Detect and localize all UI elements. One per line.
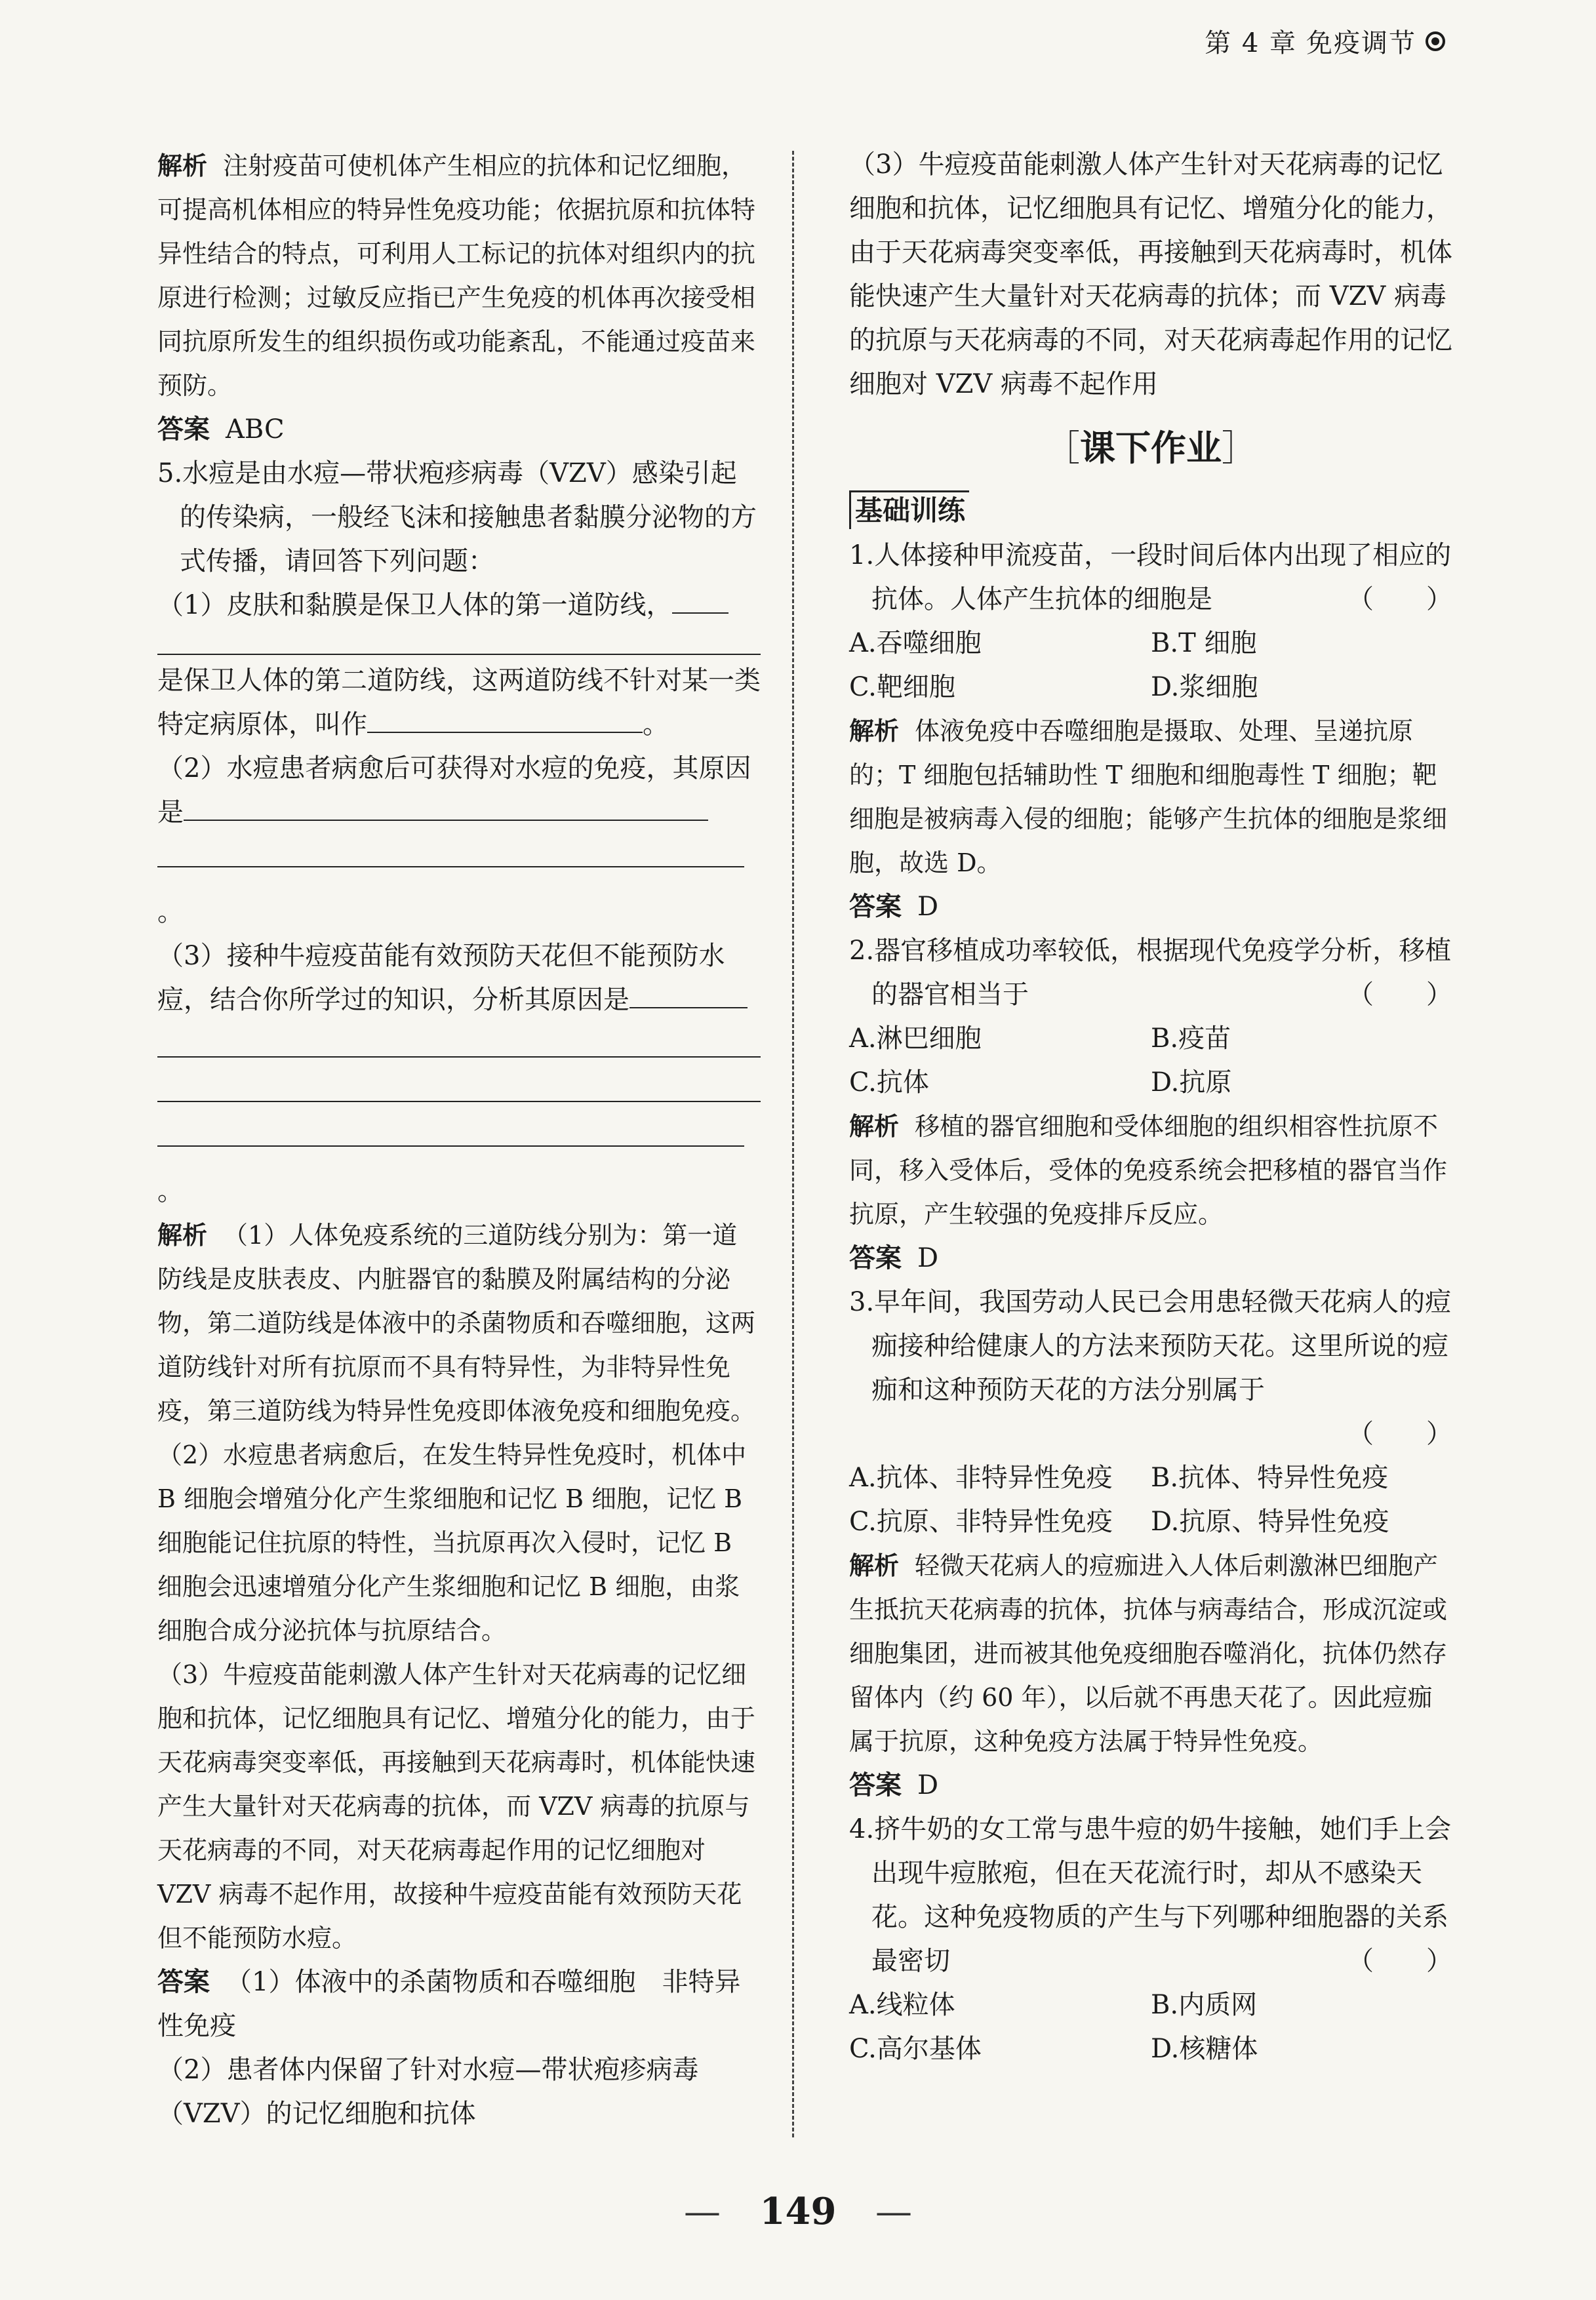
q4-explanation: 解析 注射疫苗可使机体产生相应的抗体和记忆细胞，可提高机体相应的特异性免疫功能；依据抗原和抗体特异性结合的特点，可利用人工标记的抗体对组织内的抗原进行检测；过敏反应指已产生免疫的机体再次接受相同抗原所发生的组织损伤或功能紊乱，不能通过疫苗来预防。 (157, 151, 756, 400)
bullet-icon (1426, 31, 1445, 51)
q4-stem: 4.挤牛奶的女工常与患牛痘的奶牛接触，她们手上会出现牛痘脓疱，但在天花流行时，却从不感染天花。这种免疫物质的产生与下列哪种细胞器的关系最密切 （ ） (849, 1814, 1452, 1976)
option[interactable]: C.抗体 (849, 1067, 929, 1098)
q5-explanation-3: （3）牛痘疫苗能刺激人体产生针对天花病毒的记忆细胞和抗体，记忆细胞具有记忆、增殖分化的能力，由于天花病毒突变率低，再接触到天花病毒时，机体能快速产生大量针对天花病毒的抗体，而 VZV 病毒的抗原与天花病毒的不同，对天花病毒起作用的记忆细胞对 VZV 病毒不起作用，故接种牛痘疫苗能有效预防天花但不能预防水痘。 (157, 1660, 756, 1953)
q5-part1-line2: 是保卫人体的第二道防线，这两道防线不针对某一类特定病原体，叫作 。 (157, 665, 761, 740)
q5-explanation-2: （2）水痘患者病愈后，在发生特异性免疫时，机体中 B 细胞会增殖分化产生浆细胞和记忆 B 细胞，记忆 B 细胞能记住抗原的特性，当抗原再次入侵时，记忆 B 细胞会迅速增殖分化产生浆细胞和记忆 B 细胞，由浆细胞合成分泌抗体与抗原结合。 (157, 1440, 747, 1645)
q2-stem: 2.器官移植成功率较低，根据现代免疫学分析，移植的器官相当于 （ ） (849, 936, 1452, 1010)
answer-line[interactable] (157, 835, 744, 867)
q2-options (849, 1017, 1452, 1105)
option[interactable]: B.T 细胞 (1151, 628, 1257, 658)
q3-paren: （ ） (1347, 1419, 1452, 1449)
option[interactable]: A.抗体、非特异性免疫 (849, 1463, 1113, 1493)
answer-line[interactable] (157, 1022, 761, 1058)
option[interactable]: D.抗原 (1151, 1067, 1232, 1098)
option[interactable]: C.抗原、非特异性免疫 (849, 1507, 1113, 1537)
right-column (849, 143, 1452, 2071)
answer-line[interactable] (157, 1111, 744, 1147)
q5-answer-2: （2）患者体内保留了针对水痘—带状疱疹病毒（VZV）的记忆细胞和抗体 (157, 2055, 699, 2129)
page-footer (0, 2190, 1596, 2233)
q5-part2: （2）水痘患者病愈后可获得对水痘的免疫，其原因是 (157, 753, 751, 827)
page-header (1205, 22, 1445, 60)
answer-line[interactable] (157, 627, 761, 655)
blank-field[interactable] (184, 793, 708, 821)
q4-answer: 答案 ABC (157, 414, 285, 445)
q3-answer: 答案 D (849, 1770, 939, 1800)
q5-stem: 5.水痘是由水痘—带状疱疹病毒（VZV）感染引起的传染病，一般经飞沫和接触患者黏膜分泌物的方式传播，请回答下列问题： (157, 458, 757, 576)
blank-field[interactable] (672, 586, 728, 614)
q5-answer-3: （3）牛痘疫苗能刺激人体产生针对天花病毒的记忆细胞和抗体，记忆细胞具有记忆、增殖分化的能力，由于天花病毒突变率低，再接触到天花病毒时，机体能快速产生大量针对天花病毒的抗体；而 VZV 病毒的抗原与天花病毒的不同，对天花病毒起作用的记忆细胞对 VZV 病毒不起作用 (849, 149, 1452, 399)
q5-explanation-1: 解析 （1）人体免疫系统的三道防线分别为：第一道防线是皮肤表皮、内脏器官的黏膜及附属结构的分泌物，第二道防线是体液中的杀菌物质和吞噬细胞，这两道防线针对所有抗原而不具有特异性，为非特异性免疫，第三道防线为特异性免疫即体液免疫和细胞免疫。 (157, 1221, 756, 1425)
footer-dash: — (875, 2191, 912, 2233)
chapter-label: 第 4 章 (1205, 28, 1297, 58)
column-divider (792, 151, 794, 2137)
q1-stem: 1.人体接种甲流疫苗，一段时间后体内出现了相应的抗体。人体产生抗体的细胞是 （ ） (849, 540, 1452, 614)
q2-answer: 答案 D (849, 1243, 939, 1273)
option[interactable]: D.核糖体 (1151, 2034, 1258, 2064)
section-title: ［ 课下作业 ］ (849, 426, 1452, 470)
blank-field[interactable] (367, 705, 643, 733)
q3-stem: 3.早年间，我国劳动人民已会用患轻微天花病人的痘痂接种给健康人的方法来预防天花。这里所说的痘痂和这种预防天花的方法分别属于 (849, 1287, 1452, 1405)
footer-dash: — (684, 2191, 721, 2233)
q1-answer: 答案 D (849, 892, 939, 922)
page-number: 149 (759, 2190, 837, 2233)
answer-line[interactable] (157, 1067, 761, 1102)
option[interactable]: B.抗体、特异性免疫 (1151, 1463, 1389, 1493)
option[interactable]: B.疫苗 (1151, 1023, 1231, 1054)
option[interactable]: A.淋巴细胞 (849, 1023, 982, 1054)
chapter-title: 免疫调节 (1306, 28, 1416, 58)
option[interactable]: D.抗原、特异性免疫 (1151, 1507, 1389, 1537)
q1-options (849, 622, 1452, 709)
sub-title: 基础训练 (849, 490, 969, 529)
q3-explanation: 解析 轻微天花病人的痘痂进入人体后刺激淋巴细胞产生抵抗天花病毒的抗体，抗体与病毒结合，形成沉淀或细胞集团，进而被其他免疫细胞吞噬消化，抗体仍然存留体内（约 60 年），以后就不再患天花了。因此痘痂属于抗原，这种免疫方法属于特异性免疫。 (849, 1551, 1448, 1756)
option[interactable]: B.内质网 (1151, 1990, 1258, 2020)
q4-options (849, 1983, 1452, 2071)
option[interactable]: C.高尔基体 (849, 2034, 982, 2064)
q5-answer-1: 答案 （1）体液中的杀菌物质和吞噬细胞 非特异性免疫 (157, 1967, 741, 2041)
blank-field[interactable] (629, 981, 748, 1008)
q5-part3: （3）接种牛痘疫苗能有效预防天花但不能预防水痘，结合你所学过的知识，分析其原因是 (157, 934, 761, 1022)
q1-explanation: 解析 体液免疫中吞噬细胞是摄取、处理、呈递抗原的；T 细胞包括辅助性 T 细胞和细胞毒性 T 细胞；靶细胞是被病毒入侵的细胞；能够产生抗体的细胞是浆细胞，故选 D。 (849, 717, 1448, 877)
left-column: 解析 注射疫苗可使机体产生相应的抗体和记忆细胞，可提高机体相应的特异性免疫功能；依据抗原和抗体特异性结合的特点，可利用人工标记的抗体对组织内的抗原进行检测；过敏反应指已产生免疫的机体再次接受相同抗原所发生的组织损伤或功能紊乱，不能通过疫苗来预防。 答案 ABC 5.水痘是由水痘—带状疱疹病毒（VZV）感染引起的传染病，一般经飞沫和接触患者黏膜分泌物的方式传播，请回答下列问题： （1）皮肤和黏膜是保卫人体的第一道防线， 是保卫人体的第二道防线，这两道防线不针对某一类特定病原体，叫作 。 （2）水痘患者病愈后可获得对水痘的免疫，其原因是 。 （3）接种牛痘疫苗能有效预防天花但不能预防水痘，结合你所学过的知识，分析其原因是 。 解析 （1）人体免疫系统的三道防线分别为：第一道防线是皮肤表皮、内脏器官的黏膜及附属结构的分泌物，第二道防线是体液中的杀菌物质和吞噬细胞，这两道防线针对所有抗原而不具有特异性，为非特异性免疫，第三道防线为特异性免疫即体液免疫和细胞免疫。 （2）水痘患者病愈后，在发生特异性免疫时，机体中 B 细胞会增殖分化产生浆细胞和记忆 B 细胞，记忆 B 细胞能记住抗原的特性，当抗原再次入侵时，记忆 B 细胞会迅速增殖分化产生浆细胞和记忆 B 细胞，由浆细胞合成分泌抗体与抗原结合。 （3）牛痘疫苗能刺激人体产生针对天花病毒的记忆细胞和抗体，记忆细胞具有记忆、增殖分化的能力，由于天花病毒突变率低，再接触到天花病毒时，机体能快速产生大量针对天花病毒的抗体，而 VZV 病毒的抗原与天花病毒的不同，对天花病毒起作用的记忆细胞对 VZV 病毒不起作用，故接种牛痘疫苗能有效预防天花但不能预防水痘。 答案 （1）体液中的杀菌物质和吞噬细胞 非特异性免疫 （2）患者体内保留了针对水痘—带状疱疹病毒（VZV）的记忆细胞和抗体 (157, 144, 761, 2136)
option[interactable]: A.线粒体 (849, 1990, 955, 2020)
q5-part1-line1: （1）皮肤和黏膜是保卫人体的第一道防线， (157, 584, 761, 627)
q3-options (849, 1456, 1452, 1544)
option[interactable]: D.浆细胞 (1151, 672, 1258, 702)
option[interactable]: A.吞噬细胞 (849, 628, 982, 658)
option[interactable]: C.靶细胞 (849, 672, 955, 702)
q2-explanation: 解析 移植的器官细胞和受体细胞的组织相容性抗原不同，移入受体后，受体的免疫系统会把移植的器官当作抗原，产生较强的免疫排斥反应。 (849, 1112, 1448, 1229)
